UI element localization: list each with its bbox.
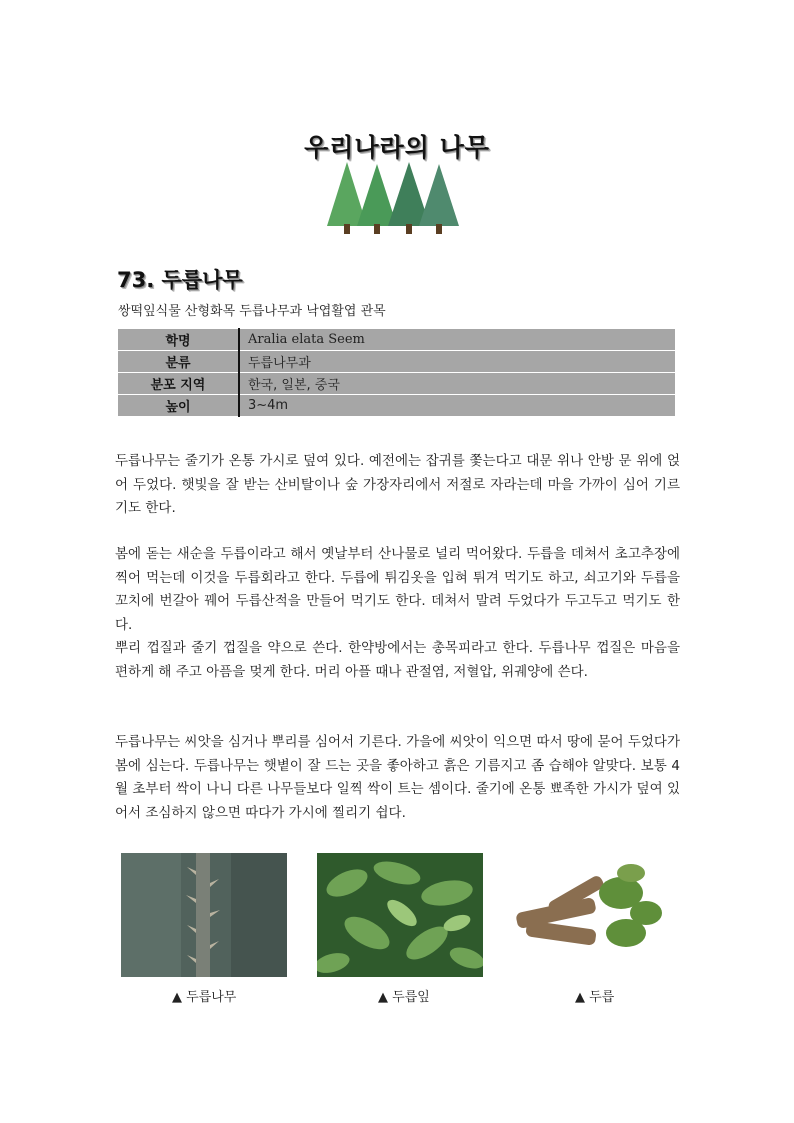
caption-shoots: ▲ 두릅	[575, 990, 615, 1005]
tree-4	[419, 164, 459, 234]
paragraph-1: 두릅나무는 줄기가 온통 가시로 덮여 있다. 예전에는 잡귀를 쫓는다고 대문 위나 안방 문 위에 얹어 두었다. 햇빛을 잘 받는 산비탈이나 숲 가장자리에서 저절로 자라는데 마을 가까이 심어 기르기도 한다.	[115, 453, 680, 516]
paragraph-2: 봄에 돋는 새순을 두릅이라고 해서 옛날부터 산나물로 널리 먹어왔다. 두릅을 데쳐서 초고추장에 찍어 먹는데 이것을 두릅회라고 한다. 두릅에 튀김옷을 입혀 튀겨 먹기도 하고, 쇠고기와 두릅을 꼬치에 번갈아 꿰어 두릅산적을 만들어 먹기도 한다. 데쳐서 말려 두었다가 두고두고 먹기도 한다. 뿌리 껍질과 줄기 껍질을 약으로 쓴다. 한약방에서는 총목피라고 한다. 두릅나무 껍질은 마음을 편하게 해 주고 아픔을 멎게 한다. 머리 아플 때나 관절염, 저혈압, 위궤양에 쓴다.	[115, 546, 680, 680]
caption-leaves: ▲ 두릅잎	[378, 990, 430, 1005]
table-row	[118, 351, 676, 373]
table-row	[118, 329, 676, 351]
paragraph-3: 두릅나무는 씨앗을 심거나 뿌리를 심어서 기른다. 가을에 씨앗이 익으면 따서 땅에 묻어 두었다가 봄에 심는다. 두릅나무는 햇볕이 잘 드는 곳을 좋아하고 흙은 기름지고 좀 습해야 알맞다. 보통 4월 초부터 싹이 나니 다른 나무들보다 일찍 싹이 트는 셈이다. 줄기에 온통 뾰족한 가시가 덮여 있어서 조심하지 않으면 따다가 가시에 찔리기 쉽다.	[115, 734, 680, 821]
page-title: 우리나라의 나무	[304, 133, 490, 162]
row-label: 높이	[118, 395, 240, 417]
row-label: 학명	[118, 329, 240, 351]
photo-shoots	[506, 853, 666, 977]
photo-stem	[121, 853, 287, 977]
row-value: 3~4m	[239, 395, 676, 417]
row-value: Aralia elata Seem	[239, 329, 676, 351]
row-label: 분포 지역	[118, 373, 240, 395]
trees-illustration	[325, 160, 465, 236]
photo-leaves	[317, 853, 483, 977]
info-table	[117, 328, 676, 417]
row-label: 분류	[118, 351, 240, 373]
row-value: 두릅나무과	[239, 351, 676, 373]
caption-stem: ▲ 두릅나무	[172, 990, 237, 1005]
row-value: 한국, 일본, 중국	[239, 373, 676, 395]
section-heading: 73. 두릅나무	[117, 268, 243, 292]
table-row	[118, 395, 676, 417]
table-row	[118, 373, 676, 395]
classification-subtitle: 쌍떡잎식물 산형화목 두릅나무과 낙엽활엽 관목	[118, 304, 386, 319]
